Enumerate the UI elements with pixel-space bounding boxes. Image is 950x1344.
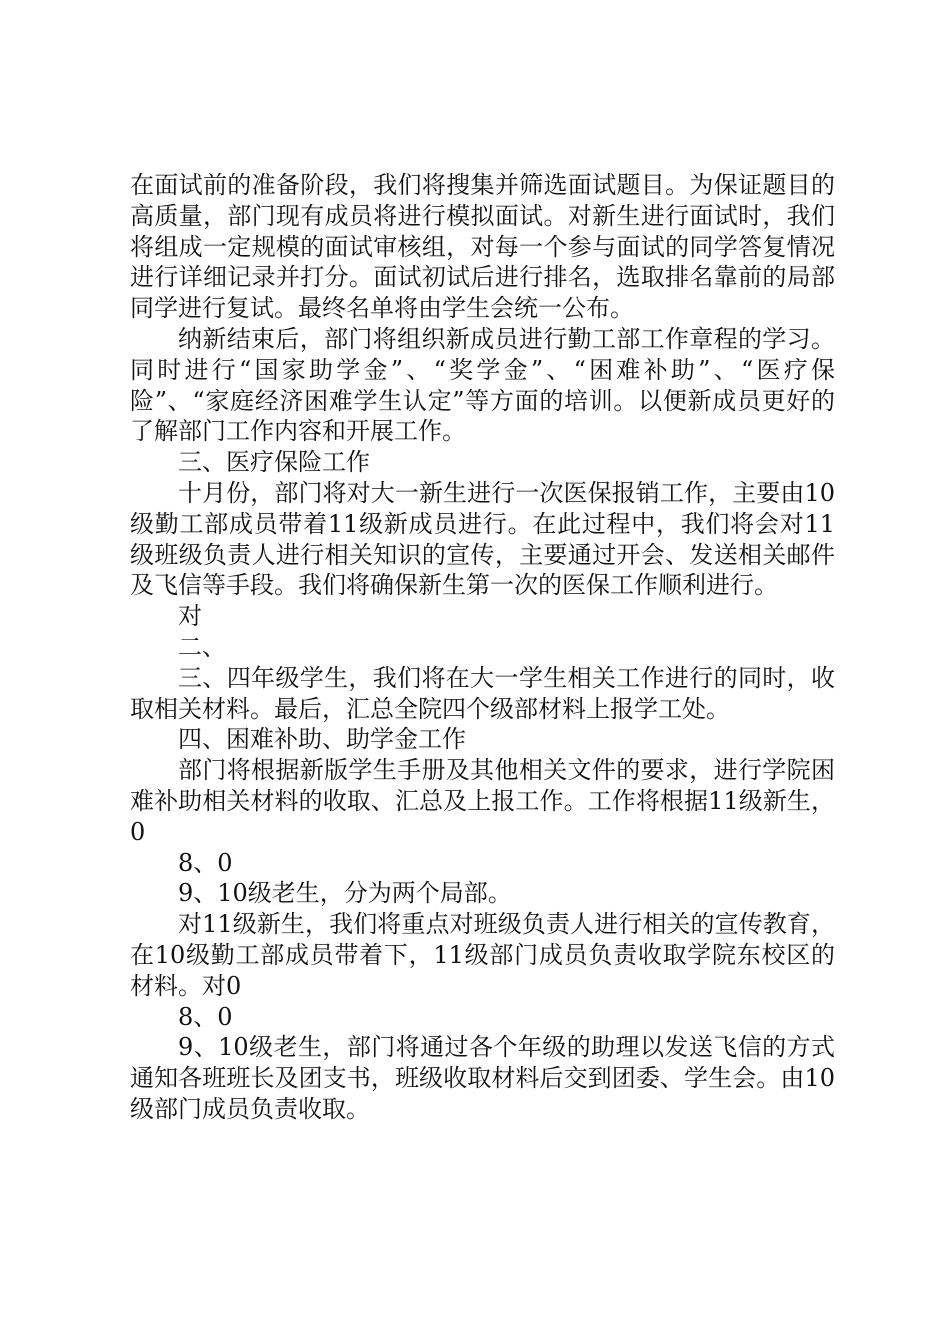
paragraph-fragment-er: 二、 bbox=[178, 632, 226, 661]
document-body bbox=[130, 170, 835, 1125]
paragraph-fragment-grade-08-b: 8、0 bbox=[178, 1002, 233, 1031]
paragraph-interview-preparation: 在面试前的准备阶段，我们将搜集并筛选面试题目。为保证题目的高质量，部门现有成员将进行模拟面试。对新生进行面试时，我们将组成一定规模的面试审核组，对每一个参与面试的同学答复情况进行详细记录并打分。面试初试后进行排名，选取排名靠前的局部同学进行复试。最终名单将由学生会统一公布。 bbox=[130, 171, 835, 323]
paragraph-fragment-dui: 对 bbox=[178, 602, 202, 631]
paragraph-grade-09-10-split: 9、10级老生，分为两个局部。 bbox=[178, 879, 512, 908]
paragraph-hardship-subsidy: 部门将根据新版学生手册及其他相关文件的要求，进行学院困难补助相关材料的收取、汇总及上报工作。工作将根据11级新生，0 bbox=[130, 756, 835, 846]
section-heading-medical-insurance: 三、医疗保险工作 bbox=[178, 448, 370, 477]
paragraph-older-grades-collection: 9、10级老生，部门将通过各个年级的助理以发送飞信的方式通知各班班长及团支书，班级收取材料后交到团委、学生会。由10级部门成员负责收取。 bbox=[130, 1033, 835, 1123]
paragraph-grade-11-collection: 对11级新生，我们将重点对班级负责人进行相关的宣传教育，在10级勤工部成员带着下，11级部门成员负责收取学院东校区的材料。对0 bbox=[130, 910, 835, 1000]
paragraph-fragment-grade-08-a: 8、0 bbox=[178, 848, 233, 877]
section-heading-hardship-subsidy: 四、困难补助、助学金工作 bbox=[178, 725, 466, 754]
paragraph-upper-grades: 三、四年级学生，我们将在大一学生相关工作进行的同时，收取相关材料。最后，汇总全院四个级部材料上报学工处。 bbox=[130, 663, 835, 723]
paragraph-new-member-training: 纳新结束后，部门将组织新成员进行勤工部工作章程的学习。同时进行“国家助学金”、“奖学金”、“困难补助”、“医疗保险”、“家庭经济困难学生认定”等方面的培训。以便新成员更好的了解部门工作内容和开展工作。 bbox=[130, 324, 835, 446]
paragraph-medical-insurance: 十月份，部门将对大一新生进行一次医保报销工作，主要由10级勤工部成员带着11级新成员进行。在此过程中，我们将会对11级班级负责人进行相关知识的宣传，主要通过开会、发送相关邮件及飞信等手段。我们将确保新生第一次的医保工作顺利进行。 bbox=[130, 478, 835, 600]
